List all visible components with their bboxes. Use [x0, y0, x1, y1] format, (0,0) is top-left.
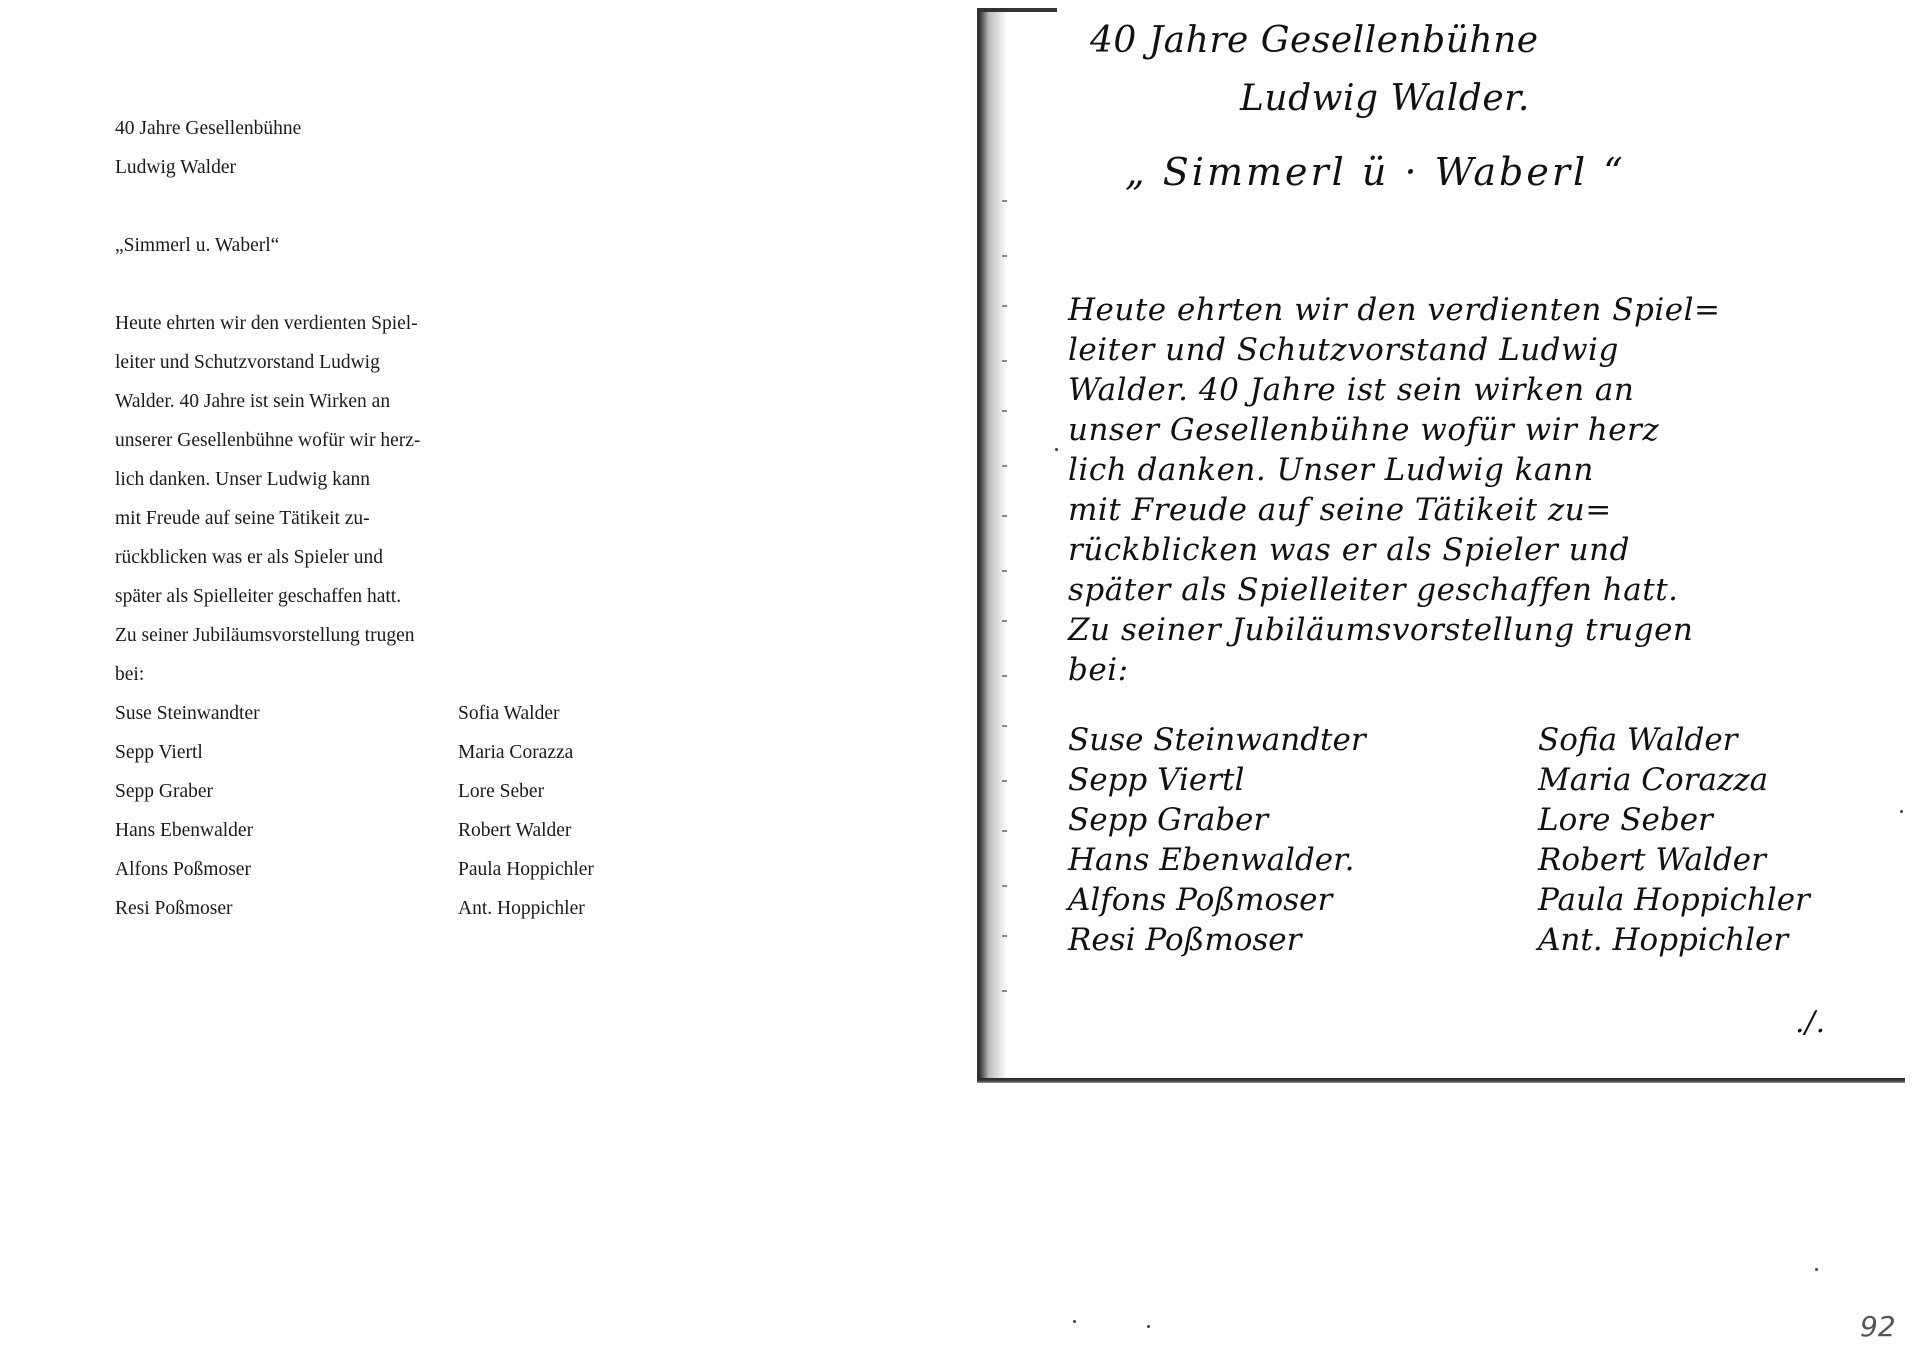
- typed-body-line: Walder. 40 Jahre ist sein Wirken an: [115, 391, 391, 412]
- margin-tick: [1002, 885, 1007, 887]
- handwritten-body-line: mit Freude auf seine Tätikeit zu=: [1068, 492, 1612, 528]
- margin-tick: [1002, 620, 1007, 622]
- cast-name: Sepp Viertl: [115, 742, 203, 763]
- cast-name: Paula Hoppichler: [458, 859, 594, 880]
- handwritten-cast-name: Ant. Hoppichler: [1538, 922, 1789, 958]
- cast-row: [115, 889, 594, 928]
- margin-tick: [1002, 570, 1007, 572]
- handwritten-heading-line: Ludwig Walder.: [1240, 78, 1530, 119]
- typed-body-line: Zu seiner Jubiläumsvorstellung trugen: [115, 625, 415, 646]
- margin-tick: [1002, 305, 1007, 307]
- cast-name: Alfons Poßmoser: [115, 859, 251, 880]
- handwritten-heading-line: 40 Jahre Gesellenbühne: [1090, 20, 1539, 61]
- typed-body-line: leiter und Schutzvorstand Ludwig: [115, 352, 380, 373]
- handwritten-cast-name: Alfons Poßmoser: [1068, 882, 1333, 918]
- handwritten-cast-row: [1068, 720, 1810, 760]
- handwritten-cast-name: Hans Ebenwalder.: [1068, 842, 1355, 878]
- margin-tick: [1002, 830, 1007, 832]
- handwritten-cast-row: [1068, 840, 1810, 880]
- margin-tick: [1002, 675, 1007, 677]
- handwritten-body-line: leiter und Schutzvorstand Ludwig: [1068, 332, 1619, 368]
- cast-name: Resi Poßmoser: [115, 898, 233, 919]
- margin-tick: [1002, 255, 1007, 257]
- handwritten-cast-name: Maria Corazza: [1538, 762, 1769, 798]
- margin-tick: [1002, 200, 1007, 202]
- cast-row: [115, 694, 594, 733]
- scan-speck: [1055, 448, 1058, 451]
- handwritten-body-line: lich danken. Unser Ludwig kann: [1068, 452, 1594, 488]
- margin-tick: [1002, 935, 1007, 937]
- scan-speck: [1147, 1325, 1150, 1328]
- cast-row: [115, 850, 594, 889]
- margin-tick: [1002, 990, 1007, 992]
- typed-play-title: „Simmerl u. Waberl“: [115, 235, 280, 256]
- cast-name: Robert Walder: [458, 820, 572, 841]
- scan-speck: [1815, 1268, 1818, 1271]
- handwritten-cast-list: [1068, 720, 1810, 960]
- typed-body-line: später als Spielleiter geschaffen hatt.: [115, 586, 402, 607]
- typed-body-line: rückblicken was er als Spieler und: [115, 547, 384, 568]
- page-number: 92: [1860, 1310, 1896, 1343]
- handwritten-body-line: Heute ehrten wir den verdienten Spiel=: [1068, 292, 1721, 328]
- cast-name: Hans Ebenwalder: [115, 820, 254, 841]
- handwritten-play-title: „ Simmerl ü · Waberl “: [1125, 150, 1626, 194]
- cast-name: Suse Steinwandter: [115, 703, 260, 724]
- cast-name: Sepp Graber: [115, 781, 214, 802]
- typed-body-line: unserer Gesellenbühne wofür wir herz-: [115, 430, 421, 451]
- typed-heading-line: Ludwig Walder: [115, 157, 236, 178]
- cast-row: [115, 733, 594, 772]
- handwritten-body-line: unser Gesellenbühne wofür wir herz: [1068, 412, 1660, 448]
- handwritten-cast-name: Robert Walder: [1538, 842, 1766, 878]
- margin-tick: [1002, 725, 1007, 727]
- handwritten-cast-row: [1068, 920, 1810, 960]
- typed-body-line: mit Freude auf seine Tätikeit zu-: [115, 508, 370, 529]
- margin-tick: [1002, 515, 1007, 517]
- scan-speck: [1073, 1320, 1076, 1323]
- cast-row: [115, 811, 594, 850]
- scan-page-edge: [977, 8, 1007, 1083]
- cast-row: [115, 772, 594, 811]
- scan-speck: [1900, 810, 1903, 813]
- end-mark: ./.: [1795, 1005, 1826, 1040]
- typed-body: [115, 304, 420, 694]
- handwritten-body: [1068, 290, 1721, 690]
- scan-page-edge-bottom: [977, 1078, 1905, 1083]
- handwritten-cast-row: [1068, 760, 1810, 800]
- cast-name: Lore Seber: [458, 781, 545, 802]
- scan-page-edge-top: [977, 8, 1057, 12]
- handwritten-cast-name: Resi Poßmoser: [1068, 922, 1302, 958]
- handwritten-cast-name: Sepp Viertl: [1068, 762, 1245, 798]
- handwritten-cast-name: Paula Hoppichler: [1538, 882, 1810, 918]
- typed-cast-list: [115, 694, 594, 928]
- typed-body-line: bei:: [115, 664, 145, 685]
- margin-tick: [1002, 465, 1007, 467]
- typed-heading-line: 40 Jahre Gesellenbühne: [115, 118, 302, 139]
- handwritten-body-line: Zu seiner Jubiläumsvorstellung trugen: [1068, 612, 1694, 648]
- margin-tick: [1002, 780, 1007, 782]
- handwritten-scan-page: [975, 0, 1920, 1358]
- handwritten-cast-name: Suse Steinwandter: [1068, 722, 1366, 758]
- handwritten-cast-name: Sofia Walder: [1538, 722, 1738, 758]
- cast-name: Sofia Walder: [458, 703, 560, 724]
- typed-body-line: lich danken. Unser Ludwig kann: [115, 469, 371, 490]
- handwritten-cast-row: [1068, 880, 1810, 920]
- handwritten-body-line: später als Spielleiter geschaffen hatt.: [1068, 572, 1679, 608]
- handwritten-body-line: Walder. 40 Jahre ist sein wirken an: [1068, 372, 1635, 408]
- cast-name: Ant. Hoppichler: [458, 898, 585, 919]
- handwritten-body-line: rückblicken was er als Spieler und: [1068, 532, 1630, 568]
- typed-heading: [115, 109, 301, 187]
- margin-tick: [1002, 360, 1007, 362]
- margin-tick: [1002, 410, 1007, 412]
- handwritten-cast-name: Lore Seber: [1538, 802, 1713, 838]
- typed-body-line: Heute ehrten wir den verdienten Spiel-: [115, 313, 418, 334]
- cast-name: Maria Corazza: [458, 742, 574, 763]
- handwritten-cast-row: [1068, 800, 1810, 840]
- handwritten-cast-name: Sepp Graber: [1068, 802, 1269, 838]
- handwritten-body-line: bei:: [1068, 652, 1129, 688]
